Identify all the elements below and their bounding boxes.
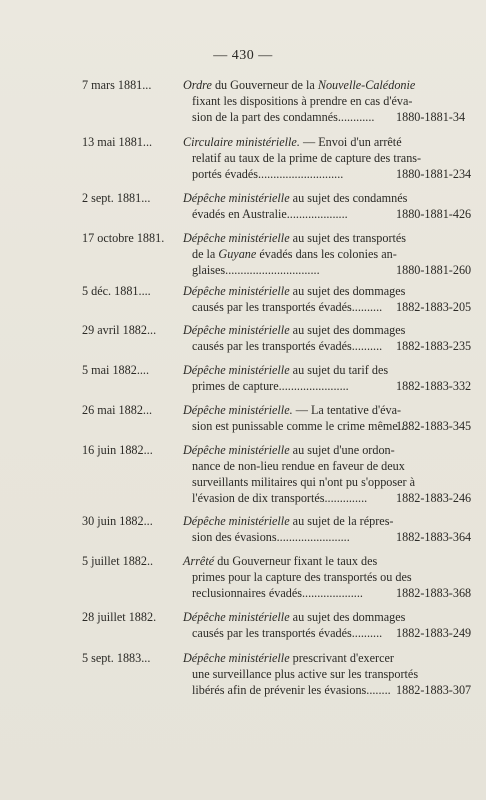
description-text: — La tentative d'éva- xyxy=(292,403,402,417)
entry-description xyxy=(183,513,394,545)
description-line: causés par les transportés évadés.......... xyxy=(192,626,383,640)
document-type: Circulaire ministérielle. xyxy=(183,135,300,149)
place-name: Guyane xyxy=(218,247,257,261)
entry-description xyxy=(183,283,406,315)
entry-description xyxy=(183,402,407,434)
description-text: évadés dans les colonies an- xyxy=(256,247,397,261)
entry-date: 7 mars 1881... xyxy=(82,78,152,92)
entry-reference: 1880-1881-234 xyxy=(396,167,472,181)
entry-date: 13 mai 1881... xyxy=(82,135,153,149)
description-line xyxy=(192,246,397,262)
description-text: au sujet des dommages xyxy=(289,284,406,298)
entry-date: 29 avril 1882... xyxy=(82,323,157,337)
document-type: Dépêche ministérielle xyxy=(183,443,290,457)
description-line xyxy=(183,362,390,378)
description-line: surveillants militaires qui n'ont pu s'opposer à xyxy=(192,475,416,489)
entry-description xyxy=(183,609,406,641)
document-type: Dépêche ministérielle xyxy=(183,610,290,624)
document-type: Dépêche ministérielle xyxy=(183,323,290,337)
description-line: causés par les transportés évadés.......... xyxy=(192,339,383,353)
document-type: Dépêche ministérielle xyxy=(183,514,290,528)
entry-reference: 1882-1883-235 xyxy=(396,339,472,353)
description-text: au sujet des transportés xyxy=(289,231,407,245)
entry-date: 5 déc. 1881.... xyxy=(82,284,151,298)
description-line: évadés en Australie.................... xyxy=(192,207,348,221)
description-line: relatif au taux de la prime de capture des trans- xyxy=(192,151,422,165)
entry-date: 26 mai 1882... xyxy=(82,403,153,417)
entry-description xyxy=(183,230,407,278)
description-line: sion de la part des condamnés............ xyxy=(192,110,375,124)
description-line xyxy=(183,402,402,418)
description-line: l'évasion de dix transportés.............. xyxy=(192,491,368,505)
description-text: prescrivant d'exercer xyxy=(289,651,394,665)
entry-date: 28 juillet 1882. xyxy=(82,610,157,624)
description-line xyxy=(183,609,406,625)
entry-reference: 1882-1883-246 xyxy=(396,491,472,505)
description-line: causés par les transportés évadés.......... xyxy=(192,300,383,314)
entry-description xyxy=(183,322,406,354)
entry-date: 5 mai 1882.... xyxy=(82,363,150,377)
page-number: — 430 — xyxy=(213,48,273,63)
description-line: primes pour la capture des transportés ou des xyxy=(192,570,412,584)
entry-reference: 1882-1883-249 xyxy=(396,626,472,640)
entry-date: 5 sept. 1883... xyxy=(82,651,151,665)
document-type: Dépêche ministérielle xyxy=(183,363,290,377)
description-line: nance de non-lieu rendue en faveur de deux xyxy=(192,459,405,473)
entry-description xyxy=(183,362,390,394)
description-line xyxy=(183,77,416,93)
entry-date: 2 sept. 1881... xyxy=(82,191,151,205)
entry-date: 5 juillet 1882.. xyxy=(82,554,154,568)
description-line: reclusionnaires évadés.................... xyxy=(192,586,363,600)
entry-reference: 1880-1881-34 xyxy=(396,110,466,124)
entry-description xyxy=(183,134,422,182)
entry-description xyxy=(183,553,412,601)
document-type: Ordre xyxy=(183,78,212,92)
description-line: une surveillance plus active sur les transportés xyxy=(192,667,419,681)
description-line: primes de capture....................... xyxy=(192,379,349,393)
description-line xyxy=(183,190,408,206)
entry-date: 16 juin 1882... xyxy=(82,443,153,457)
description-line: sion des évasions........................ xyxy=(192,530,350,544)
document-type: Dépêche ministérielle. xyxy=(183,403,293,417)
description-text: au sujet des dommages xyxy=(289,323,406,337)
place-name: Nouvelle-Calédonie xyxy=(317,78,416,92)
description-line xyxy=(183,283,406,299)
description-line xyxy=(183,553,390,569)
description-line xyxy=(183,230,407,246)
description-line xyxy=(183,322,406,338)
entry-reference: 1880-1881-260 xyxy=(396,263,472,277)
entry-reference: 1880-1881-426 xyxy=(396,207,472,221)
description-line: portés évadés............................ xyxy=(192,167,344,181)
description-line: libérés afin de prévenir les évasions........ xyxy=(192,683,391,697)
description-text: du Gouverneur de la xyxy=(211,78,318,92)
entry-reference: 1882-1883-332 xyxy=(396,379,472,393)
description-line xyxy=(183,134,402,150)
description-text: de la xyxy=(192,247,219,261)
description-text: au sujet des dommages xyxy=(289,610,406,624)
entry-reference: 1882-1883-364 xyxy=(396,530,472,544)
document-type: Arrêté xyxy=(183,554,215,568)
description-text: du Gouverneur fixant le taux des xyxy=(214,554,378,568)
entry-reference: 1882-1883-307 xyxy=(396,683,472,697)
description-text: — Envoi d'un arrêté xyxy=(299,135,402,149)
description-line xyxy=(183,650,394,666)
document-type: Dépêche ministérielle xyxy=(183,651,290,665)
document-type: Dépêche ministérielle xyxy=(183,231,290,245)
entry-date: 17 octobre 1881. xyxy=(82,231,165,245)
entry-reference: 1882-1883-368 xyxy=(396,586,472,600)
entry-description xyxy=(183,77,416,125)
description-line: sion est punissable comme le crime même... xyxy=(192,419,407,433)
entry-reference: 1882-1883-205 xyxy=(396,300,472,314)
entry-description xyxy=(183,442,416,506)
entry-description xyxy=(183,190,408,222)
description-line xyxy=(183,442,395,458)
description-line: glaises............................... xyxy=(192,263,320,277)
document-type: Dépêche ministérielle xyxy=(183,191,290,205)
entry-reference: 1882-1883-345 xyxy=(396,419,472,433)
description-line: fixant les dispositions à prendre en cas d'éva- xyxy=(192,94,413,108)
description-text: au sujet d'une ordon- xyxy=(289,443,395,457)
document-type: Dépêche ministérielle xyxy=(183,284,290,298)
entry-description xyxy=(183,650,419,698)
entry-date: 30 juin 1882... xyxy=(82,514,153,528)
description-text: au sujet du tarif des xyxy=(289,363,389,377)
description-text: au sujet des condamnés xyxy=(289,191,408,205)
description-text: au sujet de la répres- xyxy=(289,514,394,528)
description-line xyxy=(183,513,394,529)
